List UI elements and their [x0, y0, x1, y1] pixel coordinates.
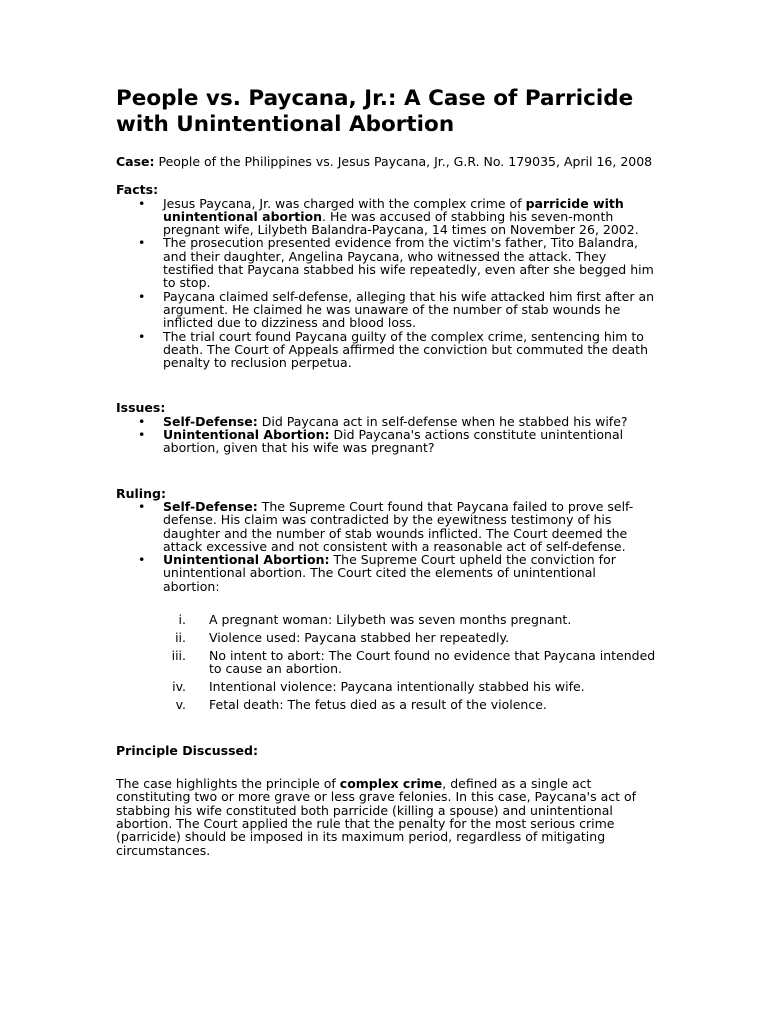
facts-item — [116, 330, 656, 370]
ruling-item-label: Self-Defense: — [163, 498, 258, 514]
roman-numeral: i. — [178, 612, 186, 628]
ruling-list — [116, 500, 656, 593]
facts-item — [116, 290, 656, 330]
ruling-item-label: Unintentional Abortion: — [163, 552, 330, 568]
issues-item-label: Self-Defense: — [163, 413, 258, 429]
bullet-marker: • — [138, 195, 146, 211]
bullet-marker: • — [138, 498, 146, 514]
bullet-marker: • — [138, 328, 146, 344]
roman-numeral: v. — [175, 696, 186, 712]
issues-list — [116, 415, 656, 455]
facts-item-text: The prosecution presented evidence from the victim's father, Tito Balandra, and their daughter, Angelina Paycana, who witnessed the attack. They testified that Paycana stabbed his wife repeatedly, even after she begged him to stop. — [163, 235, 654, 291]
issues-heading: Issues: — [116, 400, 166, 416]
document-page — [116, 86, 656, 857]
element-item-text: A pregnant woman: Lilybeth was seven months pregnant. — [209, 612, 572, 628]
bullet-marker: • — [138, 235, 146, 251]
element-item-text: Intentional violence: Paycana intentionally stabbed his wife. — [209, 678, 585, 694]
facts-item-text: . He was accused of stabbing his seven-month pregnant wife, Lilybeth Balandra-Paycana, 14 times on November 26, 2002. — [163, 208, 639, 238]
element-item — [116, 631, 656, 644]
abortion-elements-list — [116, 613, 656, 711]
bullet-marker: • — [138, 288, 146, 304]
roman-numeral: iii. — [171, 647, 186, 663]
element-item — [116, 698, 656, 711]
facts-item-text: Paycana claimed self-defense, alleging that his wife attacked him first after an argument. He claimed he was unaware of the number of stab wounds he inflicted due to dizziness and blood loss. — [163, 288, 655, 331]
issues-item — [116, 428, 656, 455]
bullet-marker: • — [138, 413, 146, 429]
facts-heading: Facts: — [116, 182, 159, 198]
case-text: People of the Philippines vs. Jesus Paycana, Jr., G.R. No. 179035, April 16, 2008 — [154, 154, 653, 169]
principle-emphasis: complex crime — [339, 776, 443, 792]
case-citation — [116, 155, 656, 168]
facts-list — [116, 197, 656, 370]
element-item-text: Violence used: Paycana stabbed her repeatedly. — [209, 629, 510, 645]
ruling-item — [116, 553, 656, 593]
bullet-marker: • — [138, 427, 146, 443]
facts-item — [116, 236, 656, 289]
element-item-text: No intent to abort: The Court found no evidence that Paycana intended to cause an abortion. — [209, 647, 656, 676]
facts-item-text: Jesus Paycana, Jr. was charged with the complex crime of — [163, 195, 526, 211]
principle-heading: Principle Discussed: — [116, 742, 258, 758]
issues-item-text: Did Paycana's actions constitute unintentional abortion, given that his wife was pregnant? — [163, 427, 624, 456]
principle-text: The case highlights the principle of — [116, 776, 340, 792]
issues-item — [116, 415, 656, 428]
facts-item-emphasis: parricide with unintentional abortion — [163, 195, 624, 224]
bullet-marker: • — [138, 552, 146, 568]
element-item-text: Fetal death: The fetus died as a result of the violence. — [209, 696, 547, 712]
ruling-item — [116, 500, 656, 553]
principle-text: , defined as a single act constituting two or more grave or less grave felonies. In this case, Paycana's act of stabbing his wife constituted both parricide (killing a spouse) and unintentional abortion. The Court applied the rule that the penalty for the most serious crime (parricide) should be imposed in its maximum period, regardless of mitigating circumstances. — [116, 776, 637, 858]
ruling-item-text: The Supreme Court found that Paycana failed to prove self-defense. His claim was contradicted by the eyewitness testimony of his daughter and the number of stab wounds inflicted. The Court deemed the attack excessive and not consistent with a reasonable act of self-defense. — [163, 498, 634, 554]
issues-item-label: Unintentional Abortion: — [163, 427, 330, 443]
roman-numeral: ii. — [175, 629, 186, 645]
case-label: Case: — [116, 154, 155, 169]
principle-paragraph — [116, 777, 656, 857]
facts-item — [116, 197, 656, 237]
element-item — [116, 649, 656, 676]
document-title: People vs. Paycana, Jr.: A Case of Parricide with Unintentional Abortion — [116, 86, 634, 137]
facts-item-text: The trial court found Paycana guilty of the complex crime, sentencing him to death. The Court of Appeals affirmed the conviction but commuted the death penalty to reclusion perpetua. — [163, 328, 648, 371]
element-item — [116, 680, 656, 693]
ruling-item-text: The Supreme Court upheld the conviction for unintentional abortion. The Court cited the elements of unintentional abortion: — [163, 552, 616, 594]
element-item — [116, 613, 656, 626]
issues-item-text: Did Paycana act in self-defense when he stabbed his wife? — [257, 413, 628, 429]
roman-numeral: iv. — [172, 678, 186, 694]
ruling-heading: Ruling: — [116, 485, 166, 501]
